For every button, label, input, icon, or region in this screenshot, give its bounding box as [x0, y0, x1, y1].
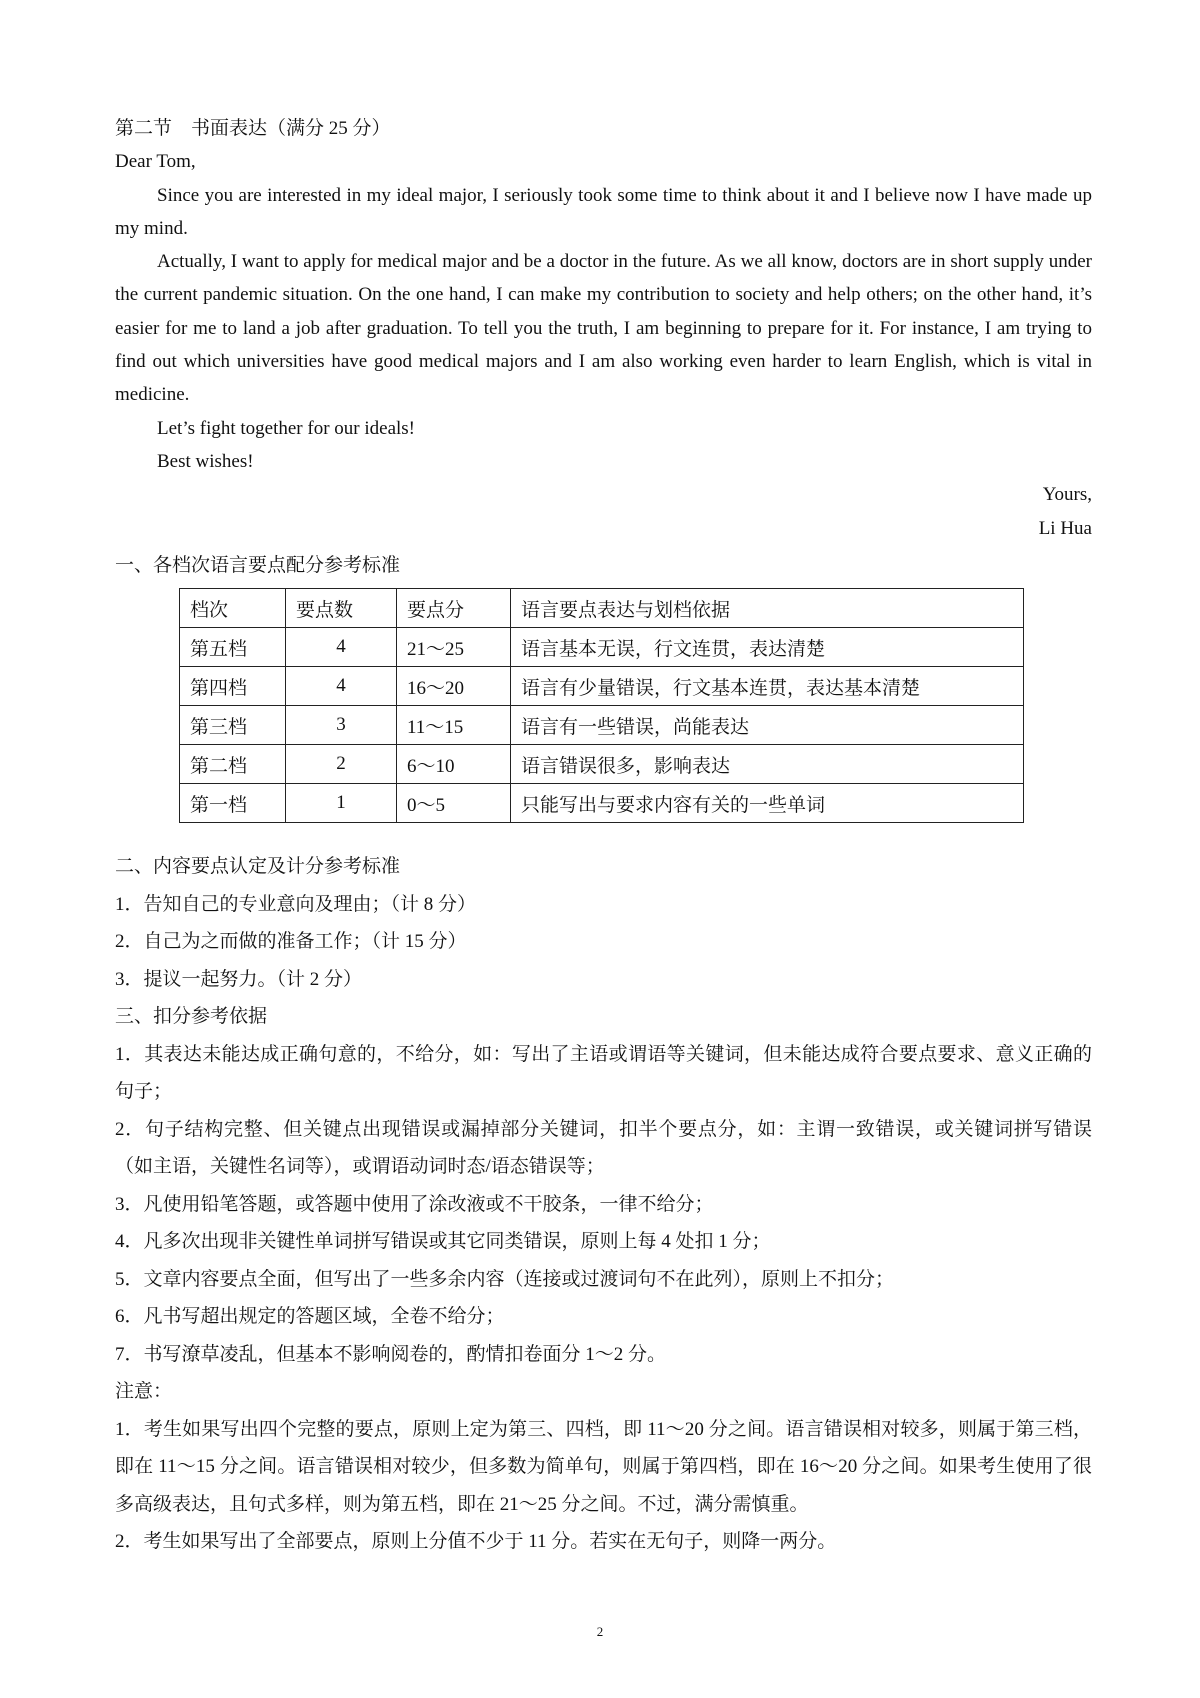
table-cell: 3 — [286, 706, 397, 745]
table-row — [180, 628, 1024, 667]
table-cell: 第三档 — [180, 706, 286, 745]
table-header: 要点分 — [397, 589, 511, 628]
note-item: 2．考生如果写出了全部要点，原则上分值不少于 11 分。若实在无句子，则降一两分。 — [115, 1531, 837, 1552]
letter-paragraph: Best wishes! — [157, 450, 254, 472]
table-cell: 第四档 — [180, 667, 286, 706]
sample-letter — [115, 112, 1092, 545]
table-cell: 21～25 — [397, 628, 511, 667]
table-cell: 0～5 — [397, 784, 511, 823]
table-cell: 语言有少量错误，行文基本连贯，表达基本清楚 — [511, 667, 1024, 706]
table-cell: 4 — [286, 667, 397, 706]
table-cell: 语言有一些错误，尚能表达 — [511, 706, 1024, 745]
list-item: 7．书写潦草凌乱，但基本不影响阅卷的，酌情扣卷面分 1～2 分。 — [115, 1343, 667, 1365]
note-item: 1．考生如果写出四个完整的要点，原则上定为第三、四档，即 11～20 分之间。语言错误相对较多，则属于第三档，即在 11～15 分之间。语言错误相对较少，但多数为简单句，则属于第四档，即在 16～20 分之间。如果考生使用了很多高级表达，且句式多样，则为第五档，即在 21～25 分之间。不过，满分需慎重。 — [115, 1418, 1092, 1515]
list-item: 3．提议一起努力。（计 2 分） — [115, 968, 363, 990]
table-header-row — [180, 589, 1024, 628]
table-cell: 只能写出与要求内容有关的一些单词 — [511, 784, 1024, 823]
table-cell: 第五档 — [180, 628, 286, 667]
table-header: 语言要点表达与划档依据 — [511, 589, 1024, 628]
letter-paragraph: Actually, I want to apply for medical major and be a doctor in the future. As we all know, doctors are in short supply under the current pandemic situation. On the one hand, I can make my contribution to society and help others; on the other hand, it’s easier for me to land a job after graduation. To tell you the truth, I am beginning to prepare for it. For instance, I am trying to find out which universities have good medical majors and I am also working even harder to learn English, which is vital in medicine. — [115, 251, 1092, 406]
list-item: 4．凡多次出现非关键性单词拼写错误或其它同类错误，原则上每 4 处扣 1 分； — [115, 1231, 771, 1252]
section-title: 第二节 书面表达（满分 25 分） — [115, 118, 391, 139]
part1-heading: 一、各档次语言要点配分参考标准 — [115, 555, 401, 576]
list-item: 1．其表达未能达成正确句意的，不给分，如：写出了主语或谓语等关键词，但未能达成符合要点要求、意义正确的句子； — [115, 1043, 1092, 1102]
list-item: 2．句子结构完整、但关键点出现错误或漏掉部分关键词，扣半个要点分，如：主谓一致错误，或关键词拼写错误（如主语，关键性名词等），或谓语动词时态/语态错误等； — [115, 1118, 1092, 1177]
part3-heading: 三、扣分参考依据 — [115, 1006, 268, 1027]
letter-paragraph: Since you are interested in my ideal major, I seriously took some time to think about it and I believe now I have made up my mind. — [115, 184, 1092, 239]
list-item: 2．自己为之而做的准备工作；（计 15 分） — [115, 931, 467, 952]
notes-heading: 注意： — [115, 1381, 173, 1402]
table-cell: 1 — [286, 784, 397, 823]
table-cell: 语言基本无误，行文连贯，表达清楚 — [511, 628, 1024, 667]
table-header: 要点数 — [286, 589, 397, 628]
table-row — [180, 667, 1024, 706]
table-row — [180, 784, 1024, 823]
table-cell: 4 — [286, 628, 397, 667]
table-cell: 语言错误很多，影响表达 — [511, 745, 1024, 784]
letter-closing: Yours, — [1042, 484, 1092, 506]
table-row — [180, 706, 1024, 745]
grading-table — [179, 588, 1024, 823]
list-item: 3．凡使用铅笔答题，或答题中使用了涂改液或不干胶条，一律不给分； — [115, 1193, 714, 1215]
list-item: 1．告知自己的专业意向及理由；（计 8 分） — [115, 893, 477, 915]
table-header: 档次 — [180, 589, 286, 628]
table-row — [180, 745, 1024, 784]
table-cell: 第一档 — [180, 784, 286, 823]
list-item: 6．凡书写超出规定的答题区域，全卷不给分； — [115, 1306, 505, 1327]
table-cell: 2 — [286, 745, 397, 784]
table-cell: 16～20 — [397, 667, 511, 706]
letter-greeting: Dear Tom, — [115, 151, 196, 173]
table-cell: 6～10 — [397, 745, 511, 784]
letter-signature: Li Hua — [1038, 517, 1092, 539]
table-cell: 第二档 — [180, 745, 286, 784]
grading-criteria — [115, 848, 1092, 1561]
list-item: 5．文章内容要点全面，但写出了一些多余内容（连接或过渡词句不在此列），原则上不扣分； — [115, 1268, 895, 1290]
page-number: 2 — [596, 1624, 604, 1639]
table-cell: 11～15 — [397, 706, 511, 745]
letter-paragraph: Let’s fight together for our ideals! — [157, 417, 416, 439]
part2-heading: 二、内容要点认定及计分参考标准 — [115, 856, 401, 877]
